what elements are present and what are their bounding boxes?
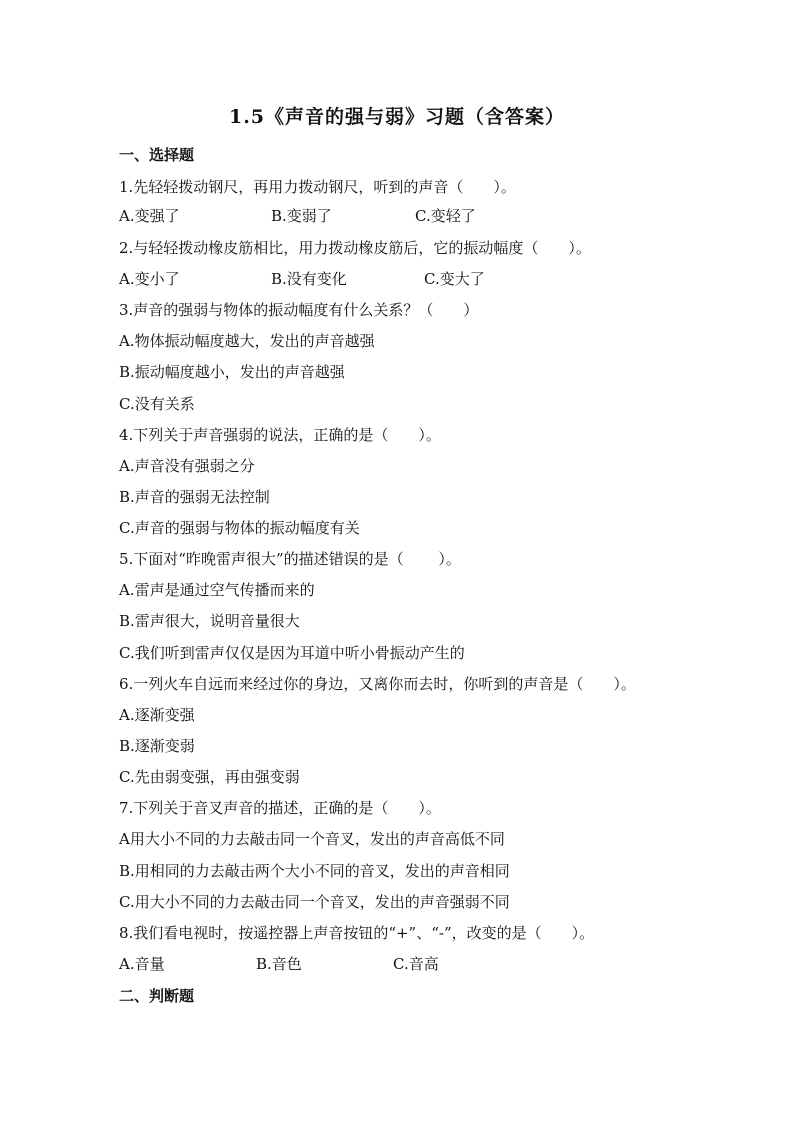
- question-4-stem: 4.下列关于声音强弱的说法，正确的是（ ）。: [119, 426, 441, 444]
- question-6-stem: 6.一列火车自远而来经过你的身边，又离你而去时，你听到的声音是（ ）。: [119, 675, 636, 693]
- question-8-option-a: A.音量: [119, 955, 165, 973]
- question-2-option-b: B.没有变化: [271, 270, 347, 288]
- question-5-option-b: B.雷声很大，说明音量很大: [119, 612, 300, 630]
- question-8-option-c: C.音高: [393, 955, 439, 973]
- question-3-stem: 3.声音的强弱与物体的振动幅度有什么关系？（ ）: [119, 301, 479, 319]
- question-3-option-a: A.物体振动幅度越大，发出的声音越强: [119, 332, 375, 350]
- question-3-option-c: C.没有关系: [119, 395, 195, 413]
- question-5-option-c: C.我们听到雷声仅仅是因为耳道中听小骨振动产生的: [119, 644, 465, 662]
- question-7-option-a: A用大小不同的力去敲击同一个音叉，发出的声音高低不同: [119, 830, 505, 848]
- question-8-stem: 8.我们看电视时，按遥控器上声音按钮的“+”、“-”，改变的是（ ）。: [119, 924, 595, 942]
- question-1-option-b: B.变弱了: [271, 207, 332, 225]
- question-7-option-b: B.用相同的力去敲击两个大小不同的音叉，发出的声音相同: [119, 862, 510, 880]
- question-1-option-c: C.变轻了: [415, 207, 476, 225]
- question-2-stem: 2.与轻轻拨动橡皮筋相比，用力拨动橡皮筋后，它的振动幅度（ ）。: [119, 239, 591, 257]
- question-6-option-b: B.逐渐变弱: [119, 737, 195, 755]
- question-1-stem: 1.先轻轻拨动钢尺，再用力拨动钢尺，听到的声音（ ）。: [119, 178, 516, 196]
- question-4-option-a: A.声音没有强弱之分: [119, 457, 255, 475]
- question-6-option-c: C.先由弱变强，再由强变弱: [119, 768, 300, 786]
- question-4-option-b: B.声音的强弱无法控制: [119, 488, 270, 506]
- question-5-stem: 5.下面对“昨晚雷声很大”的描述错误的是（ ）。: [119, 550, 461, 568]
- question-2-option-c: C.变大了: [424, 270, 485, 288]
- section-heading-judge: 二、判断题: [119, 987, 195, 1005]
- question-3-option-b: B.振动幅度越小，发出的声音越强: [119, 363, 345, 381]
- question-8-option-b: B.音色: [256, 955, 302, 973]
- question-1-option-a: A.变强了: [119, 207, 180, 225]
- page-title: 1.5《声音的强与弱》习题（含答案）: [228, 106, 566, 128]
- question-4-option-c: C.声音的强弱与物体的振动幅度有关: [119, 519, 360, 537]
- question-7-stem: 7.下列关于音叉声音的描述，正确的是（ ）。: [119, 799, 441, 817]
- question-7-option-c: C.用大小不同的力去敲击同一个音叉，发出的声音强弱不同: [119, 893, 510, 911]
- question-6-option-a: A.逐渐变强: [119, 706, 195, 724]
- question-5-option-a: A.雷声是通过空气传播而来的: [119, 581, 315, 599]
- question-2-option-a: A.变小了: [119, 270, 180, 288]
- section-heading-choice: 一、选择题: [119, 146, 195, 164]
